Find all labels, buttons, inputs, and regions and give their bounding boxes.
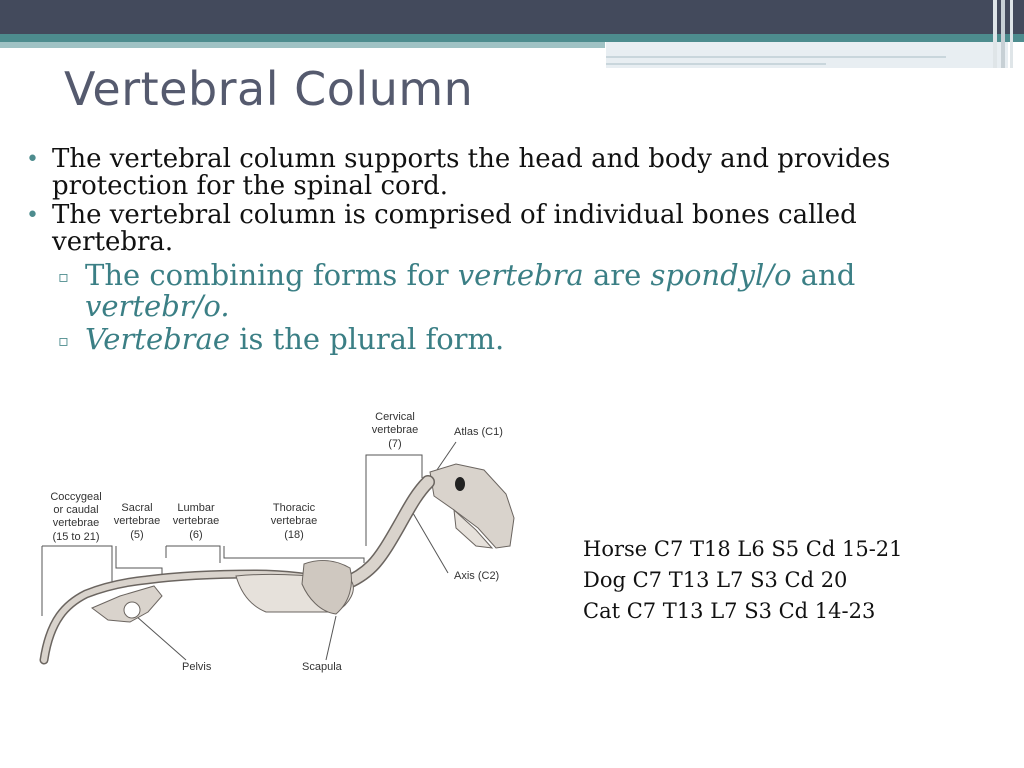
bracket-line (224, 546, 364, 563)
label-thoracic: Thoracic (272, 502, 316, 514)
slide-title: Vertebral Column (64, 62, 474, 116)
bullet-text: The vertebral column supports the head and body and provides protection for the spinal cord. (52, 144, 891, 201)
square-bullet-icon: ▫ (58, 331, 69, 350)
bullet-dot-icon: • (26, 147, 39, 172)
label-thoracic: vertebrae (270, 515, 318, 527)
bullet-list (22, 146, 982, 355)
subbullet-text: are (583, 258, 651, 292)
term: vertebr/o. (85, 289, 230, 323)
label-sacral: Sacral (121, 502, 153, 514)
pointer-line (410, 508, 448, 573)
label-pelvis: Pelvis (182, 661, 212, 673)
subbullet-item (22, 324, 982, 355)
formula-dog: Dog C7 T13 L7 S3 Cd 20 (583, 568, 848, 592)
label-lumbar: (6) (189, 529, 203, 541)
header-bar (0, 0, 1024, 34)
species-formula-list (583, 534, 903, 627)
bullet-text: The vertebral column is comprised of individual bones called vertebra. (52, 200, 857, 257)
cervical-spine (344, 482, 428, 584)
square-bullet-icon: ▫ (58, 267, 69, 286)
label-coccygeal: or caudal (53, 504, 99, 516)
bracket-line (166, 546, 220, 563)
header-vertical-bar (1001, 0, 1005, 68)
bullet-item (22, 146, 982, 200)
subbullet-text: and (791, 258, 856, 292)
bullet-dot-icon: • (26, 203, 39, 228)
label-cervical: Cervical (375, 411, 415, 423)
label-axis: Axis (C2) (454, 570, 500, 582)
bullet-item (22, 202, 982, 256)
subbullet-text: The combining forms for (85, 258, 458, 292)
subbullet-text: is the plural form. (230, 322, 505, 356)
label-lumbar: Lumbar (177, 502, 215, 514)
pointer-line (136, 616, 186, 660)
formula-horse: Horse C7 T18 L6 S5 Cd 15-21 (583, 537, 903, 561)
label-sacral: (5) (130, 529, 144, 541)
header-accent-stripe (0, 34, 1024, 42)
header-light-stripe (0, 42, 605, 48)
header-vertical-bar (1010, 0, 1013, 68)
header-line (606, 56, 946, 58)
subbullet-item (22, 260, 982, 322)
label-coccygeal: (15 to 21) (52, 531, 100, 543)
header-line (606, 63, 826, 65)
horse-skeleton-figure (36, 398, 526, 688)
term: spondyl/o (650, 258, 792, 292)
skeleton-diagram (36, 398, 526, 688)
eye-socket-icon (455, 477, 465, 491)
formula-cat: Cat C7 T13 L7 S3 Cd 14-23 (583, 599, 876, 623)
term: vertebra (457, 258, 584, 292)
label-coccygeal: vertebrae (52, 517, 100, 529)
pointer-line (326, 616, 336, 660)
label-scapula: Scapula (302, 661, 342, 673)
label-cervical: (7) (388, 438, 402, 450)
label-cervical: vertebrae (371, 424, 419, 436)
pelvis-opening-icon (124, 602, 140, 618)
bracket-line (42, 546, 112, 583)
label-sacral: vertebrae (113, 515, 161, 527)
label-lumbar: vertebrae (172, 515, 220, 527)
bracket-line (116, 546, 162, 576)
label-thoracic: (18) (284, 529, 304, 541)
header-vertical-bar (993, 0, 997, 68)
label-atlas: Atlas (C1) (454, 426, 503, 438)
label-coccygeal: Coccygeal (50, 491, 102, 503)
term: Vertebrae (85, 322, 230, 356)
